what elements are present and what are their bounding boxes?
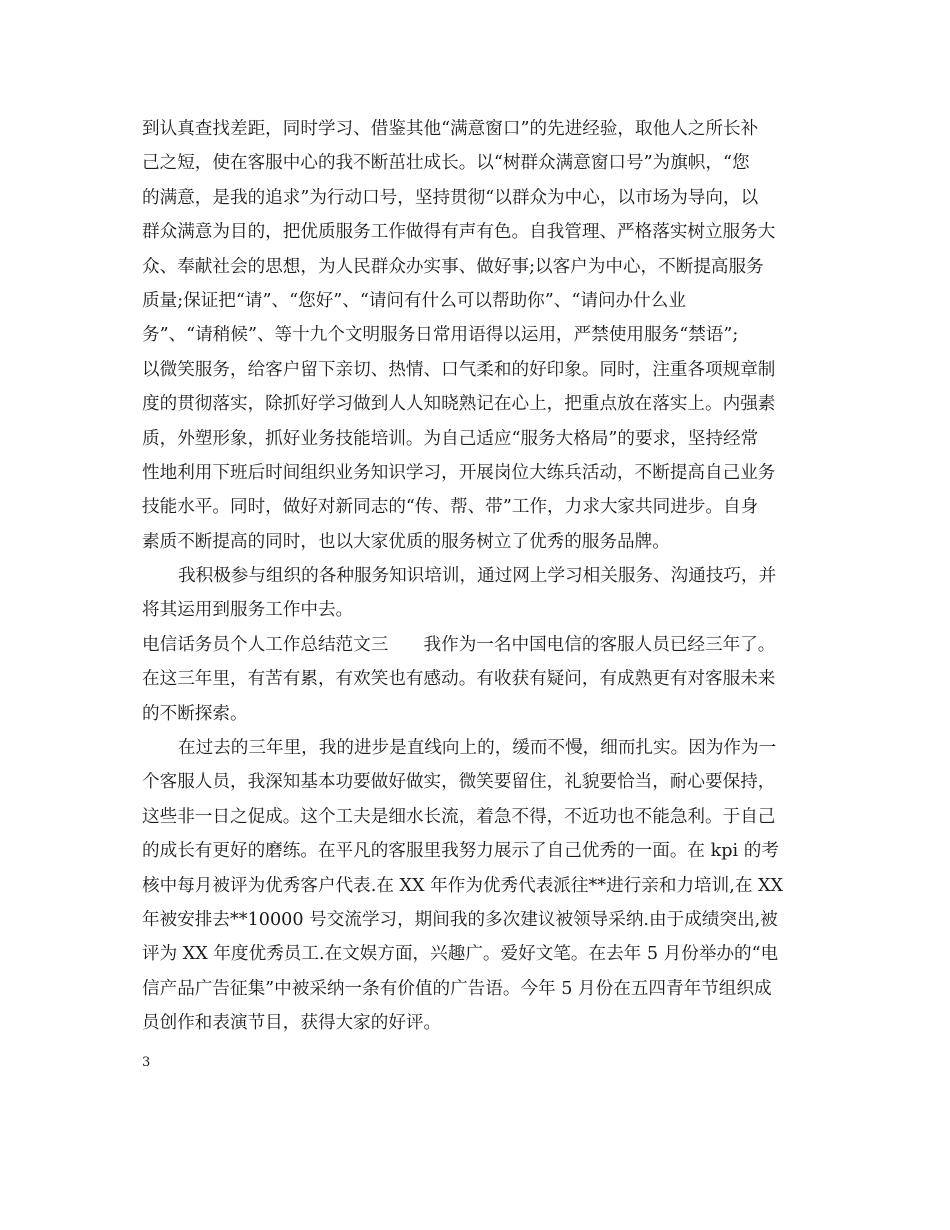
text-line: 己之短，使在客服中心的我不断茁壮成长。以“树群众满意窗口号”为旗帜，“您 (142, 153, 750, 174)
text-line: 这些非一日之促成。这个工夫是细水长流，着急不得，不近功也不能急利。于自己 (142, 806, 776, 827)
text-line: 信产品广告征集”中被采纳一条有价值的广告语。今年 5 月份在五四青年节组织成 (142, 978, 772, 999)
text-line: 素质不断提高的同时，也以大家优质的服务树立了优秀的服务品牌。 (142, 531, 670, 552)
text-line: 质量;保证把“请”、“您好”、“请问有什么可以帮助你”、“请问办什么业 (142, 290, 686, 311)
text-line: 众、奉献社会的思想，为人民群众办实事、做好事;以客户为中心，不断提高服务 (142, 256, 764, 277)
text-line: 个客服人员，我深知基本功要做好做实，微笑要留住，礼貌要恰当，耐心要保持， (142, 772, 776, 793)
text-line: 核中每月被评为优秀客户代表.在 XX 年作为优秀代表派往**进行亲和力培训,在 XX (142, 875, 784, 896)
text-line: 质，外塑形象，抓好业务技能培训。为自己适应“服务大格局”的要求，坚持经常 (142, 428, 759, 449)
text-line: 以微笑服务，给客户留下亲切、热情、口气柔和的好印象。同时，注重各项规章制 (142, 359, 776, 380)
text-line: 将其运用到服务工作中去。 (142, 600, 354, 621)
text-line: 在这三年里，有苦有累，有欢笑也有感动。有收获有疑问，有成熟更有对客服未来 (142, 669, 776, 690)
text-line: 员创作和表演节目，获得大家的好评。 (142, 1013, 442, 1034)
text-line: 年被安排去**10000 号交流学习，期间我的多次建议被领导采纳.由于成绩突出,被 (142, 909, 778, 930)
text-line: 的满意，是我的追求”为行动口号，坚持贯彻“以群众为中心，以市场为导向，以 (142, 187, 759, 208)
text-line: 性地利用下班后时间组织业务知识学习，开展岗位大练兵活动，不断提高自己业务 (142, 462, 776, 483)
text-line: 度的贯彻落实，除抓好学习做到人人知晓熟记在心上，把重点放在落实上。内强素 (142, 394, 776, 415)
text-line: 到认真查找差距，同时学习、借鉴其他“满意窗口”的先进经验，取他人之所长补 (142, 119, 759, 139)
paragraph-first-line: 在过去的三年里，我的进步是直线向上的，缓而不慢，细而扎实。因为作为一 (178, 738, 777, 759)
text-line: 群众满意为目的，把优质服务工作做得有声有色。自我管理、严格落实树立服务大 (142, 222, 776, 243)
text-line: 评为 XX 年度优秀员工.在文娱方面，兴趣广。爱好文笔。在去年 5 月份举办的“电 (142, 944, 779, 965)
section-heading-line: 电信话务员个人工作总结范文三 我作为一名中国电信的客服人员已经三年了。 (142, 634, 776, 655)
text-line: 务”、“请稍候”、等十九个文明服务日常用语得以运用，严禁使用服务“禁语”; (142, 325, 739, 346)
text-line: 技能水平。同时，做好对新同志的“传、帮、带”工作，力求大家共同进步。自身 (142, 497, 759, 518)
document-body (142, 112, 812, 1041)
page-number: 3 (142, 1055, 151, 1070)
paragraph-first-line: 我积极参与组织的各种服务知识培训，通过网上学习相关服务、沟通技巧，并 (178, 566, 777, 587)
text-line: 的不断探索。 (142, 703, 248, 724)
text-line: 的成长有更好的磨练。在平凡的客服里我努力展示了自己优秀的一面。在 kpi 的考 (142, 841, 779, 862)
